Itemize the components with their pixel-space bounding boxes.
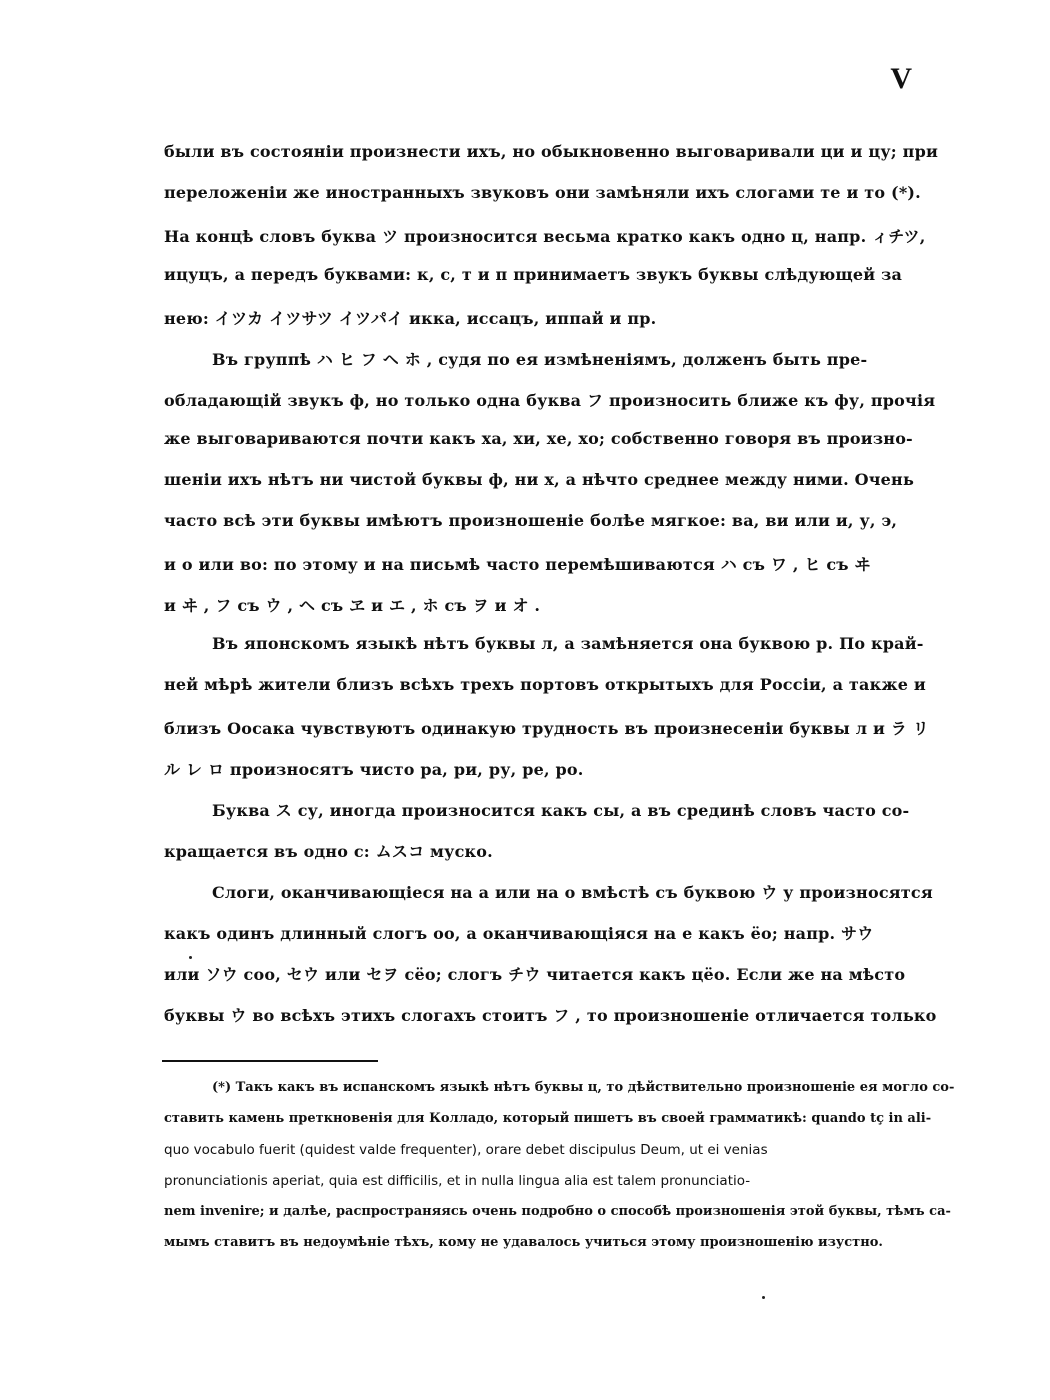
text-line: переложенiи же иностранныхъ звуковъ они замѣняли ихъ слогами те и то (*). — [164, 183, 921, 202]
text-line: или ソウ соо, セウ или セヲ сёо; слогъ チウ читается какъ цёо. Если же на мѣсто — [164, 965, 906, 984]
text-line: ицуцъ, а передъ буквами: к, с, т и п принимаетъ звукъ буквы слѣдующей за — [164, 265, 903, 284]
footnote-line: мымъ ставитъ въ недоумѣнiе тѣхъ, кому не удавалось учиться этому произношенiю изустно. — [164, 1235, 883, 1250]
text-line: обладающiй звукъ ф, но только одна буква フ произносить ближе къ фу, прочiя — [164, 391, 936, 410]
text-line: были въ состоянiи произнести ихъ, но обыкновенно выговаривали ци и цу; при — [164, 142, 939, 161]
text-line: Слоги, оканчивающiеся на а или на о вмѣстѣ съ буквою ウ у произносятся — [212, 883, 933, 902]
text-line: ル レ ロ произносятъ чисто ра, ри, ру, ре, ро. — [164, 760, 584, 779]
ink-speck — [189, 956, 192, 959]
text-line: и о или во: по этому и на письмѣ часто перемѣшиваются ハ съ ワ , ヒ съ ヰ — [164, 555, 871, 574]
ink-speck — [762, 1296, 765, 1299]
text-line: Буква ス су, иногда произносится какъ сы, а въ срединѣ словъ часто со- — [212, 801, 910, 820]
footnote — [164, 1080, 955, 1266]
text-line: нею: イツカ イツサツ イツパイ икка, иссацъ, иппай и пр. — [164, 309, 657, 328]
text-line: буквы ウ во всѣхъ этихъ слогахъ стоитъ フ , то произношенiе отличается только — [164, 1006, 937, 1025]
text-line: часто всѣ эти буквы имѣютъ произношенiе болѣе мягкое: ва, ви или и, у, э, — [164, 511, 898, 530]
footnote-line: quo vocabulo fuerit (quidest valde frequenter), orare debet discipulus Deum, ut ei venias — [164, 1142, 768, 1158]
footnote-line: pronunciationis aperiat, quia est difficilis, et in nulla lingua alia est talem pronunciatio- — [164, 1173, 751, 1189]
text-line: ней мѣрѣ жители близъ всѣхъ трехъ портовъ открытыхъ для Россiи, а также и — [164, 675, 926, 694]
text-line: Въ японскомъ языкѣ нѣтъ буквы л, а замѣняется она буквою р. По край- — [212, 634, 924, 653]
text-line: какъ одинъ длинный слогъ оо, а оканчивающiяся на е какъ ёо; напр. サウ — [164, 924, 874, 943]
footnote-line: (*) Такъ какъ въ испанскомъ языкѣ нѣтъ буквы ц, то дѣйствительно произношенiе ея могло со- — [212, 1080, 955, 1095]
text-line: близъ Оосака чувствуютъ одинакую трудность въ произнесенiи буквы л и ラ リ — [164, 719, 929, 738]
text-line: На концѣ словъ буква ツ произносится весьма кратко какъ одно ц, напр. ィチツ, — [164, 227, 926, 246]
text-line: и ヰ , フ съ ウ , ヘ съ ヱ и エ , ホ съ ヲ и オ . — [164, 596, 541, 615]
text-line: Въ группѣ ハ ヒ フ ヘ ホ , судя по ея измѣненiямъ, долженъ быть пре- — [212, 350, 868, 369]
text-line: кращается въ одно с: ムスコ муско. — [164, 842, 493, 861]
page-number: V — [890, 62, 912, 95]
text-line: же выговариваются почти какъ ха, хи, хе, хо; собственно говоря въ произно- — [164, 429, 913, 448]
text-line: шенiи ихъ нѣтъ ни чистой буквы ф, ни х, а нѣчто среднее между ними. Очень — [164, 470, 915, 489]
main-text — [164, 142, 939, 1044]
footnote-line: ставить камень преткновенiя для Колладо, который пишетъ въ своей грамматикѣ: quando tç in ali- — [164, 1111, 932, 1126]
footnote-line: nem invenire; и далѣе, распространяясь очень подробно о способѣ произношенiя этой буквы, тѣмъ са- — [164, 1204, 951, 1219]
footnote-divider — [162, 1060, 378, 1062]
